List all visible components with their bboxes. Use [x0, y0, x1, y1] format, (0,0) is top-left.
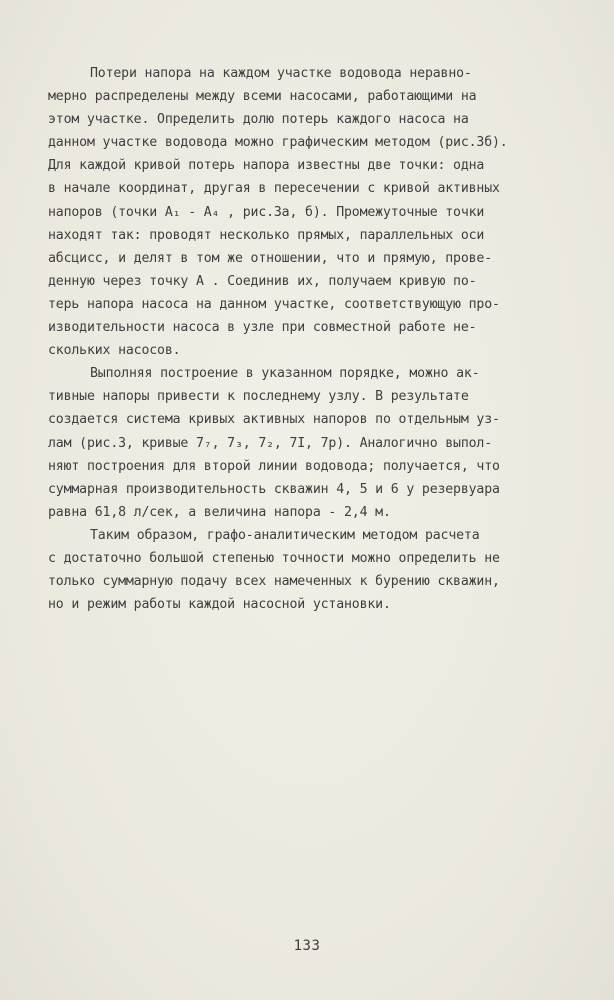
text-line: абсцисс, и делят в том же отношении, что и прямую, прове- — [48, 250, 493, 266]
text-line: няют построения для второй линии водовода; получается, что — [48, 458, 500, 474]
text-line: с достаточно большой степенью точности можно определить не — [48, 550, 500, 566]
body-text — [48, 62, 568, 616]
text-line: Таким образом, графо-аналитическим методом расчета — [90, 527, 480, 543]
text-line: данном участке водовода можно графическим методом (рис.3б). — [48, 135, 508, 151]
text-line: Потери напора на каждом участке водовода неравно- — [90, 66, 472, 81]
text-line: суммарная производительность скважин 4, 5 и 6 у резервуара — [48, 481, 500, 497]
text-line: напоров (точки А₁ - А₄ , рис.3а, б). Промежуточные точки — [48, 204, 485, 220]
text-line: создается система кривых активных напоров по отдельным уз- — [48, 412, 500, 428]
text-line: скольких насосов. — [48, 343, 181, 359]
text-line: изводительности насоса в узле при совместной работе не- — [48, 320, 477, 336]
text-line: Для каждой кривой потерь напора известны две точки: одна — [48, 158, 485, 174]
text-line: только суммарную подачу всех намеченных к бурению скважин, — [48, 574, 500, 590]
text-line: денную через точку А . Соединив их, получаем кривую по- — [48, 273, 477, 289]
page-number: 133 — [293, 938, 321, 954]
text-line: терь напора насоса на данном участке, соответствующую про- — [48, 296, 500, 312]
text-line: мерно распределены между всеми насосами, работающими на — [48, 89, 477, 105]
text-line: этом участке. Определить долю потерь каждого насоса на — [48, 112, 469, 128]
text-line: лам (рис.3, кривые 7₇, 7₃, 7₂, 7I, 7p). Аналогично выпол- — [48, 435, 493, 451]
text-line: тивные напоры привести к последнему узлу. В результате — [48, 389, 469, 405]
text-line: в начале координат, другая в пересечении с кривой активных — [48, 181, 500, 197]
text-line: но и режим работы каждой насосной установки. — [48, 597, 391, 613]
text-line: Выполняя построение в указанном порядке, можно ак- — [90, 366, 480, 382]
text-line: равна 61,8 л/сек, а величина напора - 2,4 м. — [48, 504, 391, 520]
text-line: находят так: проводят несколько прямых, параллельных оси — [48, 227, 485, 243]
